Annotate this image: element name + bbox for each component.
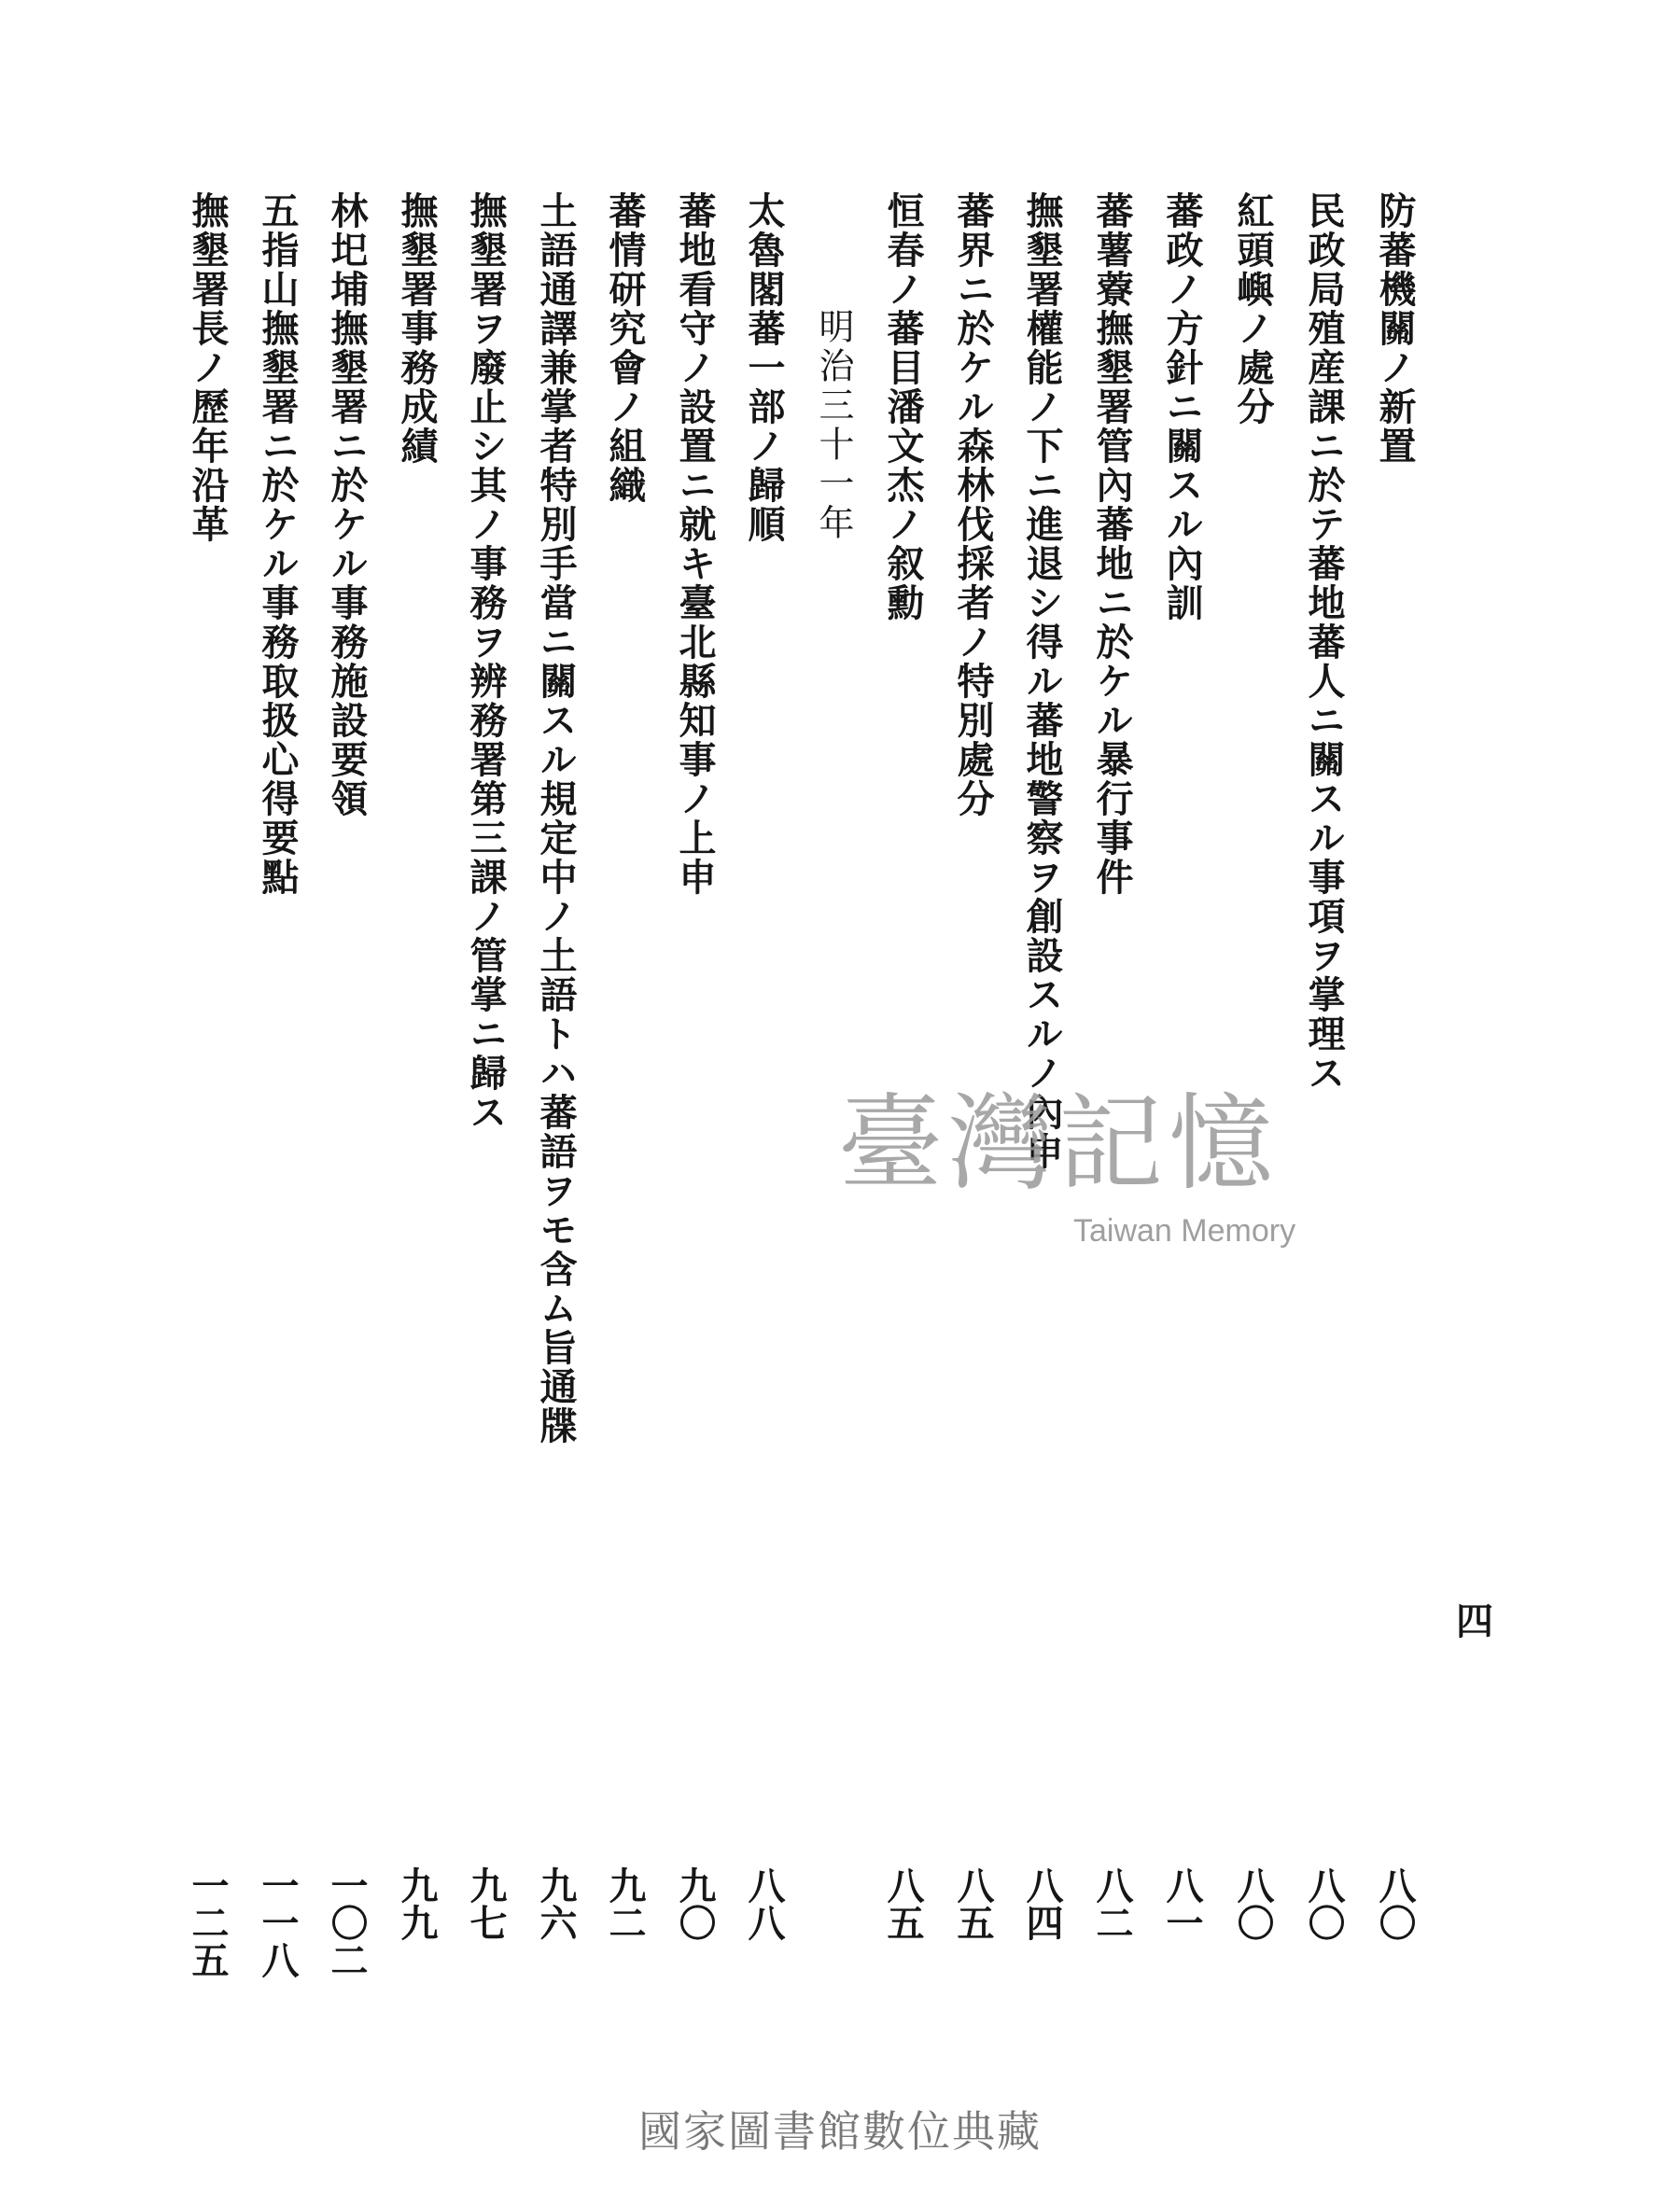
toc-page-number: 八〇 — [1302, 1866, 1346, 1941]
toc-page-number: 一二五 — [186, 1866, 230, 1978]
toc-page-number: 九九 — [395, 1866, 439, 1941]
toc-entry-title: 恒春ノ蕃目潘文杰ノ叙勳 — [881, 191, 925, 622]
toc-page-number: 八五 — [951, 1866, 995, 1941]
toc-page-number: 九〇 — [673, 1866, 717, 1941]
toc-entry-title: 蕃情研究會ノ組織 — [603, 191, 647, 505]
toc-entry-title: 撫墾署長ノ歷年沿革 — [186, 191, 230, 544]
toc-entry-title: 民政局殖産課ニ於テ蕃地蕃人ニ關スル事項ヲ掌理ス — [1302, 191, 1346, 1093]
toc-page-number: 九二 — [603, 1866, 647, 1941]
toc-page-number: 八二 — [1090, 1866, 1134, 1941]
toc-page-number: 一一八 — [256, 1866, 300, 1978]
toc-entry-title: 紅頭嶼ノ處分 — [1231, 191, 1275, 426]
toc-page-number: 一〇二 — [325, 1866, 369, 1978]
toc-entry-title: 防蕃機關ノ新置 — [1373, 191, 1417, 466]
toc-entry-title: 蕃地看守ノ設置ニ就キ臺北縣知事ノ上申 — [673, 191, 717, 897]
toc-page-number: 八四 — [1020, 1866, 1064, 1941]
year-heading: 明治三十一年 — [813, 308, 854, 543]
watermark-main: 臺灣記憶 — [838, 1083, 1279, 1205]
toc-entry-title: 撫墾署ヲ廢止シ其ノ事務ヲ辨務署第三課ノ管掌ニ歸ス — [464, 191, 508, 1132]
toc-entry-title: 五指山撫墾署ニ於ケル事務取扱心得要點 — [256, 191, 300, 897]
toc-entry-title: 蕃界ニ於ケル森林伐採者ノ特別處分 — [951, 191, 995, 818]
folio-number: 四 — [1456, 1599, 1493, 1643]
taiwan-memory-watermark — [821, 1083, 1307, 1269]
toc-entry-title: 土語通譯兼掌者特別手當ニ關スル規定中ノ土語トハ蕃語ヲモ含ム旨通牒 — [534, 191, 578, 1446]
toc-entry-title: 蕃政ノ方針ニ關スル內訓 — [1160, 191, 1204, 622]
toc-page-number: 八八 — [742, 1866, 786, 1941]
footer-credit: 國家圖書館數位典藏 — [638, 2106, 1042, 2157]
toc-page-number: 八五 — [881, 1866, 925, 1941]
toc-entry-title: 撫墾署事務成績 — [395, 191, 439, 466]
toc-entry-title: 太魯閣蕃一部ノ歸順 — [742, 191, 786, 544]
toc-entry-title: 撫墾署權能ノ下ニ進退シ得ル蕃地警察ヲ創設スルノ內申 — [1020, 191, 1064, 1171]
toc-page-number: 八〇 — [1373, 1866, 1417, 1941]
toc-page-number: 九七 — [464, 1866, 508, 1941]
toc-page-number: 八〇 — [1231, 1866, 1275, 1941]
toc-entry-title: 林圯埔撫墾署ニ於ケル事務施設要領 — [325, 191, 369, 818]
toc-page-number: 八一 — [1160, 1866, 1204, 1941]
watermark-sub: Taiwan Memory — [1073, 1213, 1296, 1249]
toc-page-number: 九六 — [534, 1866, 578, 1941]
toc-entry-title: 蕃薯藔撫墾署管內蕃地ニ於ケル暴行事件 — [1090, 191, 1134, 897]
